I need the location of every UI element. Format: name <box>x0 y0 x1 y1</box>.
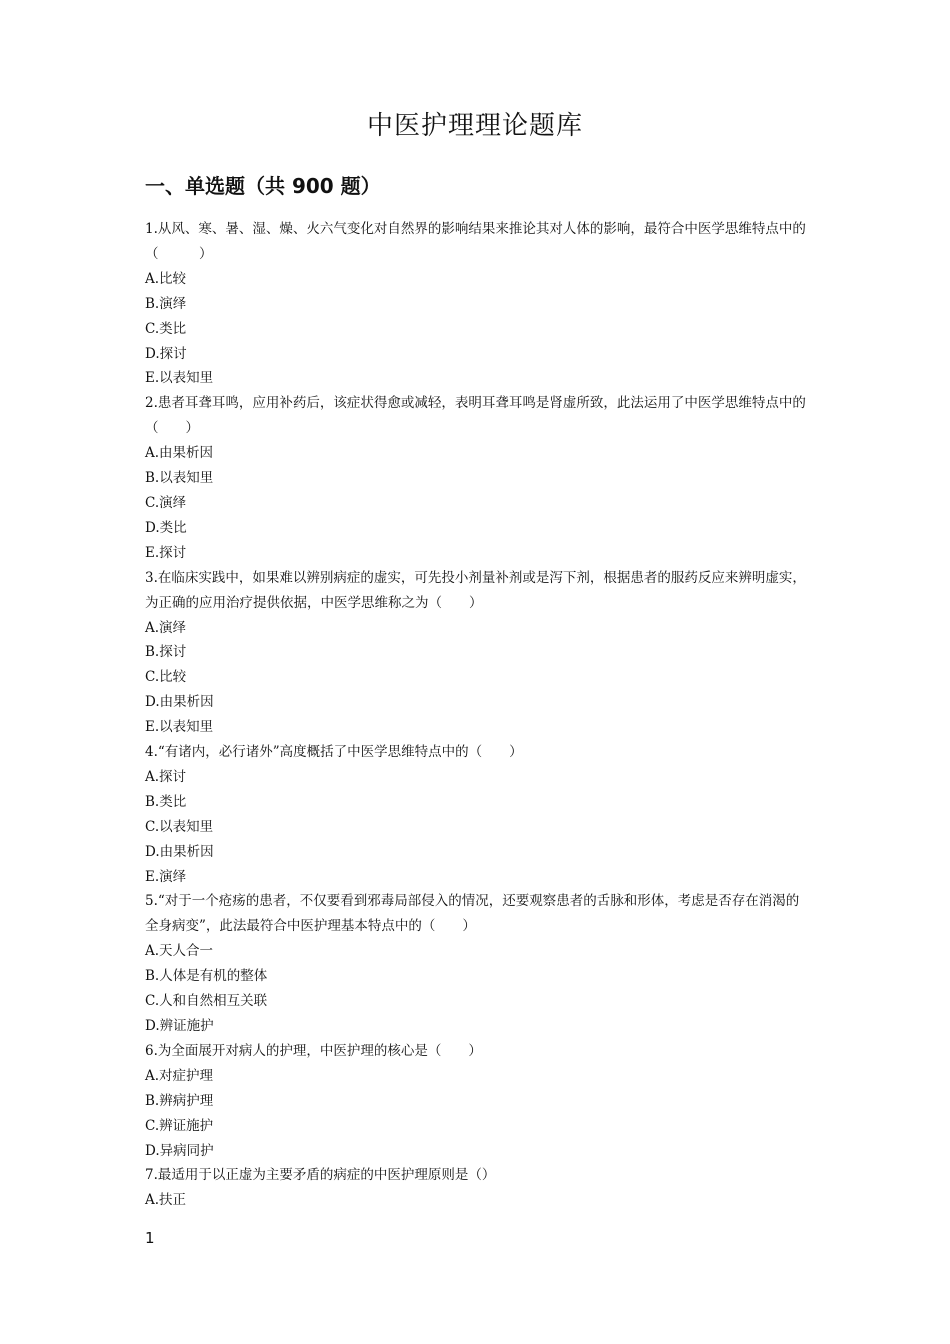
option-d: D.由果析因 <box>145 694 214 711</box>
page-title: 中医护理理论题库 <box>366 111 583 141</box>
option-a: A.演绎 <box>145 619 187 636</box>
question-stem: 1.从风、寒、暑、湿、燥、火六气变化对自然界的影响结果来推论其对人体的影响，最符合中医学思维特点中的（ ） <box>145 221 806 262</box>
option-b: B.探讨 <box>145 644 187 661</box>
question-item <box>145 391 810 565</box>
question-stem: 6.为全面展开对病人的护理，中医护理的核心是（ ） <box>145 1042 482 1059</box>
option-e: E.演绎 <box>145 868 187 885</box>
option-e: E.以表知里 <box>145 719 214 736</box>
question-stem: 3.在临床实践中，如果难以辨别病症的虚实，可先投小剂量补剂或是泻下剂，根据患者的服药反应来辨明虚实，为正确的应用治疗提供依据，中医学思维称之为（ ） <box>145 569 806 611</box>
option-d: D.由果析因 <box>145 843 214 860</box>
option-b: B.辨病护理 <box>145 1092 214 1109</box>
option-a: A.对症护理 <box>145 1067 214 1084</box>
option-d: D.探讨 <box>145 345 187 362</box>
question-item <box>145 1163 810 1213</box>
option-d: D.类比 <box>145 519 187 536</box>
question-item <box>145 889 810 1038</box>
page-number: 1 <box>145 1229 155 1247</box>
option-a: A.由果析因 <box>145 445 214 462</box>
option-a: A.天人合一 <box>145 943 214 960</box>
option-d: D.辨证施护 <box>145 1018 214 1034</box>
option-a: A.探讨 <box>145 768 187 785</box>
question-stem: 5.“对于一个疮疡的患者，不仅要看到邪毒局部侵入的情况，还要观察患者的舌脉和形体，考虑是否存在消渴的全身病变”，此法最符合中医护理基本特点中的（ ） <box>145 893 800 935</box>
question-stem: 7.最适用于以正虚为主要矛盾的病症的中医护理原则是（） <box>145 1167 496 1184</box>
question-stem: 4.“有诸内，必行诸外”高度概括了中医学思维特点中的（ ） <box>145 744 523 761</box>
option-b: B.演绎 <box>145 295 187 312</box>
option-b: B.类比 <box>145 793 187 810</box>
option-c: C.演绎 <box>145 494 187 511</box>
option-c: C.人和自然相互关联 <box>145 993 268 1010</box>
question-stem: 2.患者耳聋耳鸣，应用补药后，该症状得愈或减轻，表明耳聋耳鸣是肾虚所致，此法运用了中医学思维特点中的（ ） <box>145 395 806 437</box>
option-d: D.异病同护 <box>145 1142 214 1159</box>
question-item <box>145 740 810 889</box>
section-heading: 一、单选题（共 900 题） <box>145 174 381 198</box>
question-list <box>145 217 810 1213</box>
question-item <box>145 1039 810 1164</box>
option-b: B.以表知里 <box>145 470 214 487</box>
option-c: C.比较 <box>145 669 187 686</box>
option-b: B.人体是有机的整体 <box>145 968 268 985</box>
question-item <box>145 217 810 391</box>
question-item <box>145 566 810 740</box>
option-e: E.以表知里 <box>145 370 214 387</box>
option-e: E.探讨 <box>145 544 187 561</box>
option-c: C.以表知里 <box>145 818 214 835</box>
option-c: C.辨证施护 <box>145 1117 214 1134</box>
option-c: C.类比 <box>145 320 187 337</box>
option-a: A.比较 <box>145 270 187 287</box>
option-a: A.扶正 <box>145 1192 187 1209</box>
